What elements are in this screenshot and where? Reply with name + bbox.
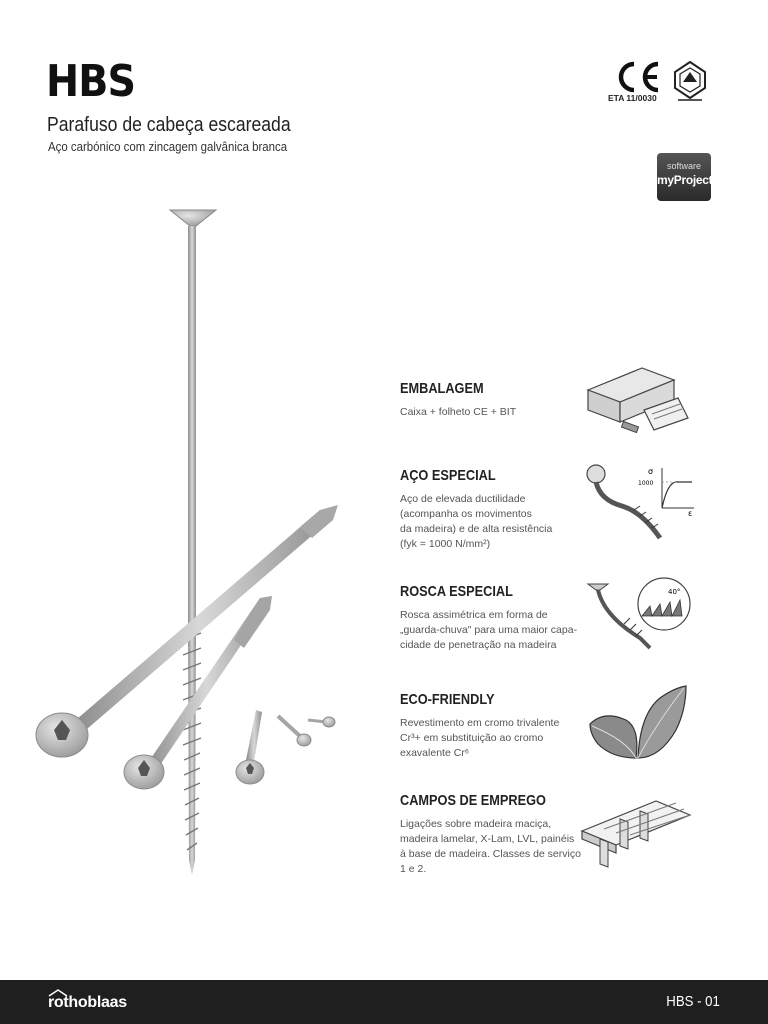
- feature-text: [400, 405, 590, 420]
- feature-line: à base de madeira. Classes de serviço: [400, 848, 581, 860]
- feature-line: (fyk = 1000 N/mm²): [400, 538, 491, 550]
- certification-seal-icon: [672, 60, 708, 102]
- ce-mark-icon: [612, 60, 662, 94]
- feature-line: Caixa + folheto CE + BIT: [400, 406, 517, 418]
- feature-line: „guarda-chuva" para uma maior capa-: [400, 624, 578, 636]
- feature-line: 1 e 2.: [400, 863, 427, 875]
- value-label: 1000: [638, 480, 654, 487]
- feature-line: Aço de elevada ductilidade: [400, 493, 526, 505]
- thread-icon: [584, 576, 696, 658]
- product-subtitle: Parafuso de cabeça escareada: [47, 114, 291, 136]
- sigma-label: σ: [648, 467, 654, 476]
- feature-embalagem: [400, 380, 590, 420]
- feature-eco-friendly: [400, 691, 590, 761]
- feature-line: madeira lamelar, X-Lam, LVL, painéis: [400, 833, 575, 845]
- hbs-screws-image: [20, 200, 360, 890]
- software-label: software: [666, 161, 701, 171]
- page-number: HBS - 01: [666, 993, 720, 1010]
- timber-frame-icon: [580, 795, 692, 869]
- brand-logo: rothoblaas: [48, 994, 127, 1011]
- epsilon-label: ε: [688, 509, 693, 518]
- feature-title: CAMPOS DE EMPREGO: [400, 792, 546, 809]
- product-material: Aço carbónico com zincagem galvânica branca: [48, 139, 288, 154]
- feature-line: Revestimento em cromo trivalente: [400, 717, 560, 729]
- feature-rosca-especial: [400, 583, 590, 653]
- feature-text: [400, 608, 590, 653]
- feature-line: da madeira) e de alta resistência: [400, 523, 553, 535]
- feature-title: AÇO ESPECIAL: [400, 467, 496, 484]
- feature-aco-especial: [400, 467, 590, 552]
- product-title: HBS: [46, 56, 136, 107]
- feature-line: Rosca assimétrica em forma de: [400, 609, 548, 621]
- software-myproject-badge[interactable]: [657, 153, 711, 201]
- feature-line: Ligações sobre madeira maciça,: [400, 818, 552, 830]
- feature-text: [400, 492, 590, 552]
- eta-label: ETA 11/0030: [608, 93, 657, 103]
- feature-campos-de-emprego: [400, 792, 590, 877]
- feature-line: (acompanha os movimentos: [400, 508, 532, 520]
- feature-title: ECO-FRIENDLY: [400, 691, 495, 708]
- feature-title: EMBALAGEM: [400, 380, 484, 397]
- angle-label: 40°: [668, 588, 681, 596]
- package-icon: [582, 362, 692, 446]
- myproject-label: myProject: [657, 173, 713, 187]
- feature-text: [400, 716, 590, 761]
- footer-bar: [0, 980, 768, 1024]
- steel-ductility-icon: [582, 460, 697, 550]
- feature-line: exavalente Cr⁶: [400, 747, 470, 759]
- leaf-icon: [586, 684, 688, 764]
- feature-line: cidade de penetração na madeira: [400, 639, 557, 651]
- feature-line: Cr³+ em substituição ao cromo: [400, 732, 544, 744]
- feature-text: [400, 817, 590, 877]
- feature-title: ROSCA ESPECIAL: [400, 583, 513, 600]
